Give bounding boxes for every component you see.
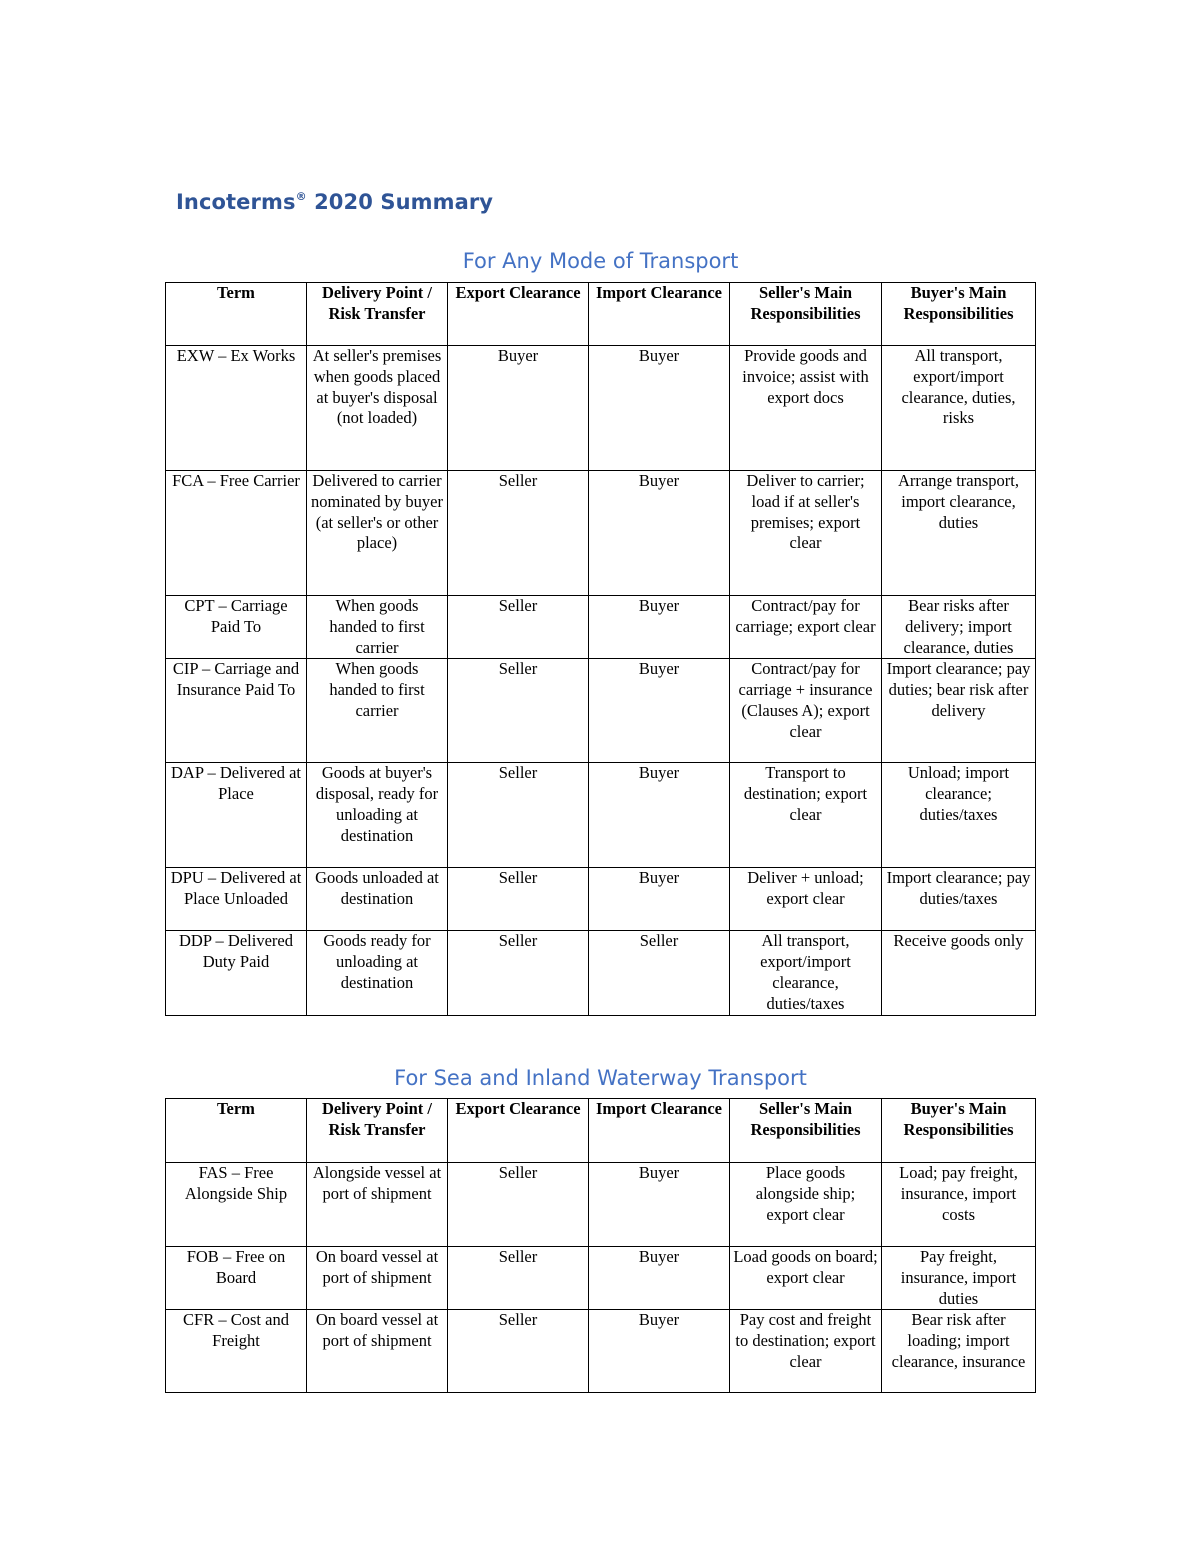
- cell-delivery-point: When goods handed to first carrier: [307, 659, 448, 763]
- incoterms-table-any-mode: [165, 282, 1036, 1016]
- cell-seller-responsibilities: Pay cost and freight to destination; export clear: [730, 1310, 882, 1393]
- cell-buyer-responsibilities: Bear risks after delivery; import clearance, duties: [882, 596, 1036, 659]
- cell-seller-responsibilities: Deliver + unload; export clear: [730, 868, 882, 931]
- table-row: [166, 659, 1036, 763]
- cell-term: EXW – Ex Works: [166, 346, 307, 471]
- table-row: [166, 931, 1036, 1015]
- cell-seller-responsibilities: Contract/pay for carriage; export clear: [730, 596, 882, 659]
- cell-buyer-responsibilities: Import clearance; pay duties; bear risk after delivery: [882, 659, 1036, 763]
- table-header-row: [166, 1099, 1036, 1163]
- table-row: [166, 1310, 1036, 1393]
- cell-term: DDP – Delivered Duty Paid: [166, 931, 307, 1015]
- cell-import-clearance: Buyer: [589, 1310, 730, 1393]
- cell-seller-responsibilities: Load goods on board; export clear: [730, 1247, 882, 1310]
- column-header-term: Term: [166, 283, 307, 346]
- cell-term: CPT – Carriage Paid To: [166, 596, 307, 659]
- cell-export-clearance: Seller: [448, 596, 589, 659]
- cell-buyer-responsibilities: Load; pay freight, insurance, import costs: [882, 1163, 1036, 1247]
- cell-import-clearance: Buyer: [589, 868, 730, 931]
- table-header-row: [166, 283, 1036, 346]
- cell-delivery-point: Goods at buyer's disposal, ready for unloading at destination: [307, 763, 448, 868]
- cell-buyer-responsibilities: Receive goods only: [882, 931, 1036, 1015]
- cell-delivery-point: On board vessel at port of shipment: [307, 1247, 448, 1310]
- cell-delivery-point: At seller's premises when goods placed at buyer's disposal (not loaded): [307, 346, 448, 471]
- column-header-seller-responsibilities: Seller's Main Responsibilities: [730, 1099, 882, 1163]
- cell-delivery-point: On board vessel at port of shipment: [307, 1310, 448, 1393]
- cell-import-clearance: Buyer: [589, 659, 730, 763]
- cell-buyer-responsibilities: Unload; import clearance; duties/taxes: [882, 763, 1036, 868]
- cell-delivery-point: Alongside vessel at port of shipment: [307, 1163, 448, 1247]
- cell-term: FCA – Free Carrier: [166, 471, 307, 596]
- cell-import-clearance: Buyer: [589, 596, 730, 659]
- table-row: [166, 471, 1036, 596]
- incoterms-table-sea-inland: [165, 1098, 1036, 1393]
- cell-export-clearance: Seller: [448, 471, 589, 596]
- cell-import-clearance: Buyer: [589, 1163, 730, 1247]
- cell-seller-responsibilities: All transport, export/import clearance, duties/taxes: [730, 931, 882, 1015]
- cell-delivery-point: Goods unloaded at destination: [307, 868, 448, 931]
- section-heading-sea-inland: For Sea and Inland Waterway Transport: [394, 1066, 807, 1090]
- cell-delivery-point: Delivered to carrier nominated by buyer (at seller's or other place): [307, 471, 448, 596]
- column-header-export-clearance: Export Clearance: [448, 283, 589, 346]
- column-header-delivery-point: Delivery Point / Risk Transfer: [307, 1099, 448, 1163]
- cell-buyer-responsibilities: Bear risk after loading; import clearance, insurance: [882, 1310, 1036, 1393]
- cell-import-clearance: Seller: [589, 931, 730, 1015]
- section-heading-any-mode: For Any Mode of Transport: [462, 249, 739, 273]
- cell-export-clearance: Seller: [448, 931, 589, 1015]
- cell-seller-responsibilities: Contract/pay for carriage + insurance (Clauses A); export clear: [730, 659, 882, 763]
- cell-buyer-responsibilities: Pay freight, insurance, import duties: [882, 1247, 1036, 1310]
- table-row: [166, 1247, 1036, 1310]
- cell-import-clearance: Buyer: [589, 471, 730, 596]
- cell-term: FAS – Free Alongside Ship: [166, 1163, 307, 1247]
- table-row: [166, 1163, 1036, 1247]
- cell-import-clearance: Buyer: [589, 1247, 730, 1310]
- table-row: [166, 596, 1036, 659]
- cell-delivery-point: Goods ready for unloading at destination: [307, 931, 448, 1015]
- cell-buyer-responsibilities: Arrange transport, import clearance, duties: [882, 471, 1036, 596]
- column-header-buyer-responsibilities: Buyer's Main Responsibilities: [882, 283, 1036, 346]
- table-row: [166, 346, 1036, 471]
- cell-term: CIP – Carriage and Insurance Paid To: [166, 659, 307, 763]
- cell-seller-responsibilities: Transport to destination; export clear: [730, 763, 882, 868]
- cell-export-clearance: Seller: [448, 1163, 589, 1247]
- cell-export-clearance: Buyer: [448, 346, 589, 471]
- cell-seller-responsibilities: Provide goods and invoice; assist with export docs: [730, 346, 882, 471]
- cell-export-clearance: Seller: [448, 763, 589, 868]
- column-header-import-clearance: Import Clearance: [589, 283, 730, 346]
- cell-export-clearance: Seller: [448, 1247, 589, 1310]
- column-header-export-clearance: Export Clearance: [448, 1099, 589, 1163]
- column-header-seller-responsibilities: Seller's Main Responsibilities: [730, 283, 882, 346]
- document-title: [176, 190, 493, 214]
- cell-term: CFR – Cost and Freight: [166, 1310, 307, 1393]
- column-header-term: Term: [166, 1099, 307, 1163]
- cell-seller-responsibilities: Deliver to carrier; load if at seller's premises; export clear: [730, 471, 882, 596]
- cell-term: DAP – Delivered at Place: [166, 763, 307, 868]
- registered-mark: ®: [295, 190, 307, 203]
- cell-term: FOB – Free on Board: [166, 1247, 307, 1310]
- cell-buyer-responsibilities: Import clearance; pay duties/taxes: [882, 868, 1036, 931]
- column-header-buyer-responsibilities: Buyer's Main Responsibilities: [882, 1099, 1036, 1163]
- table-row: [166, 868, 1036, 931]
- cell-term: DPU – Delivered at Place Unloaded: [166, 868, 307, 931]
- table-row: [166, 763, 1036, 868]
- title-year-text: 2020 Summary: [306, 190, 494, 214]
- cell-seller-responsibilities: Place goods alongside ship; export clear: [730, 1163, 882, 1247]
- cell-import-clearance: Buyer: [589, 763, 730, 868]
- cell-export-clearance: Seller: [448, 659, 589, 763]
- cell-import-clearance: Buyer: [589, 346, 730, 471]
- cell-export-clearance: Seller: [448, 1310, 589, 1393]
- cell-export-clearance: Seller: [448, 868, 589, 931]
- title-text: Incoterms: [176, 190, 296, 214]
- cell-delivery-point: When goods handed to first carrier: [307, 596, 448, 659]
- cell-buyer-responsibilities: All transport, export/import clearance, duties, risks: [882, 346, 1036, 471]
- column-header-delivery-point: Delivery Point / Risk Transfer: [307, 283, 448, 346]
- column-header-import-clearance: Import Clearance: [589, 1099, 730, 1163]
